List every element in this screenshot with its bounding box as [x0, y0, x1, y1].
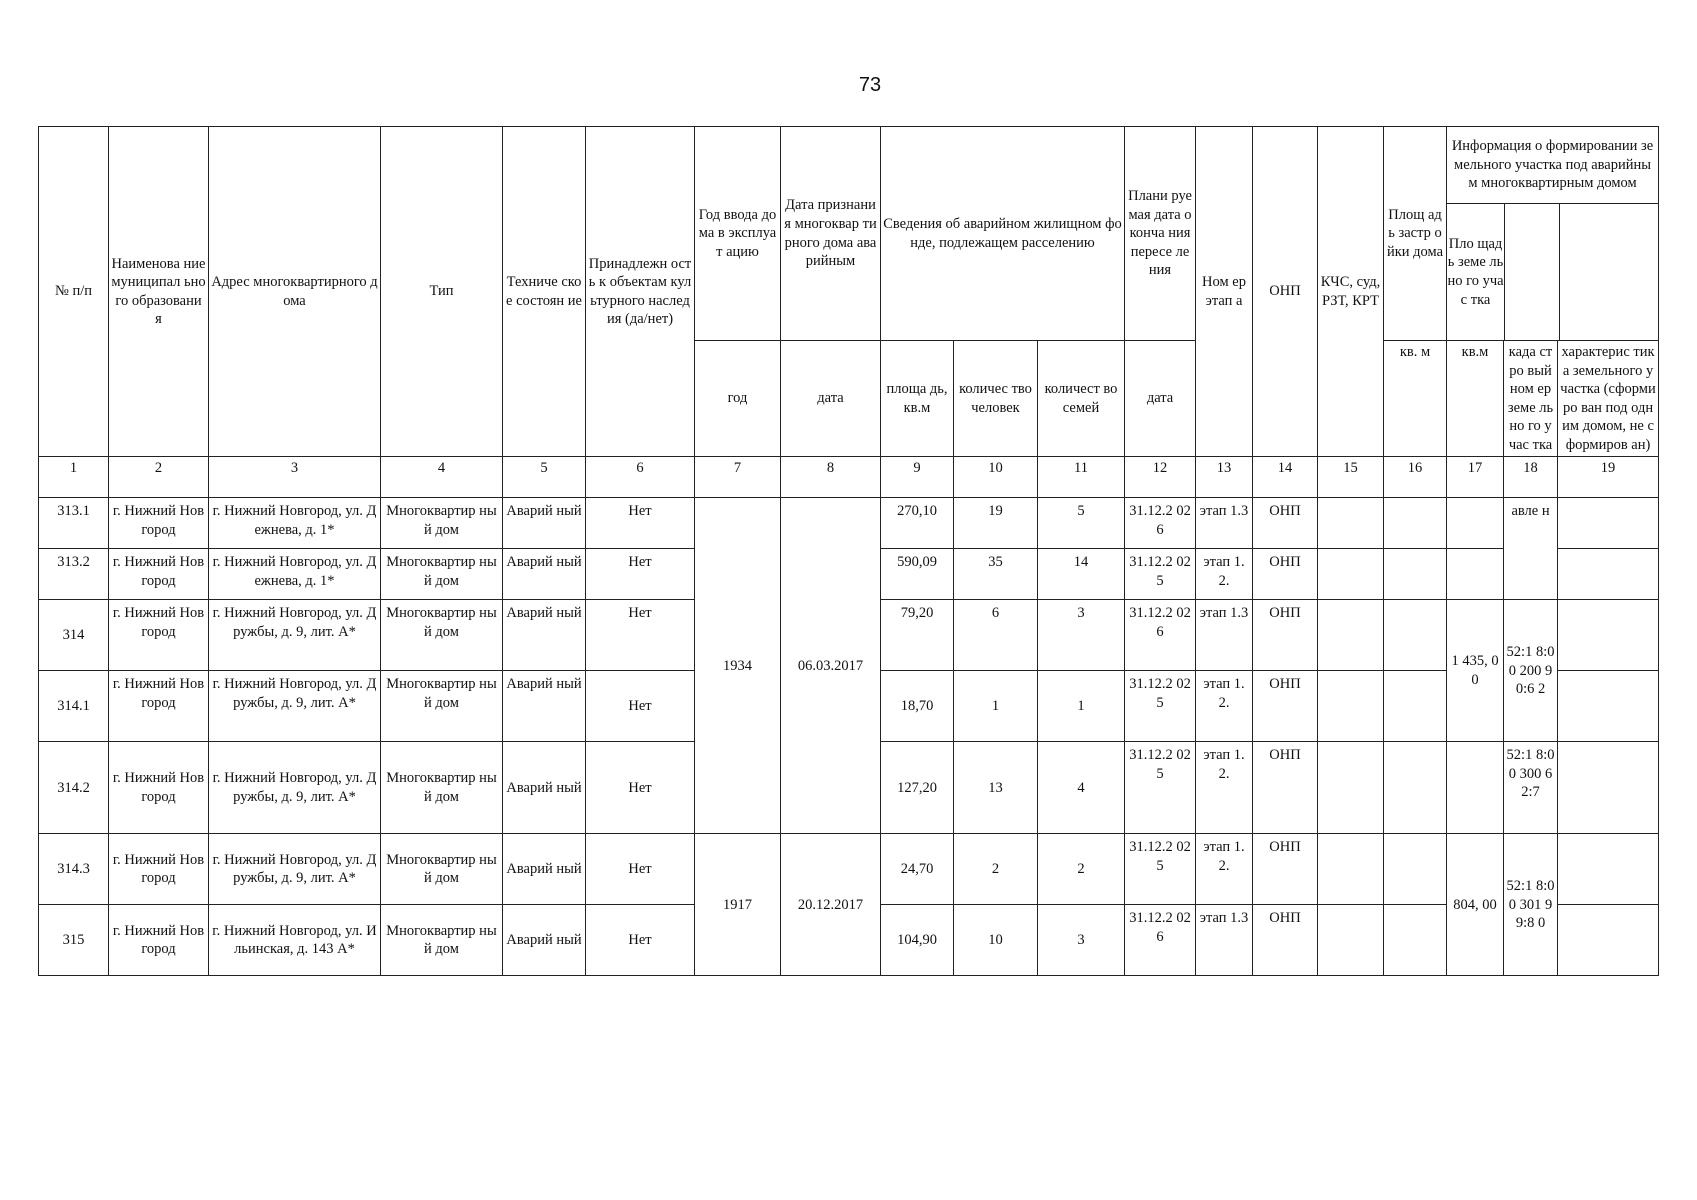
- row-onp: ОНП: [1253, 742, 1318, 834]
- subheader-area: площа дь, кв.м: [881, 341, 954, 457]
- column-number: 14: [1253, 457, 1318, 498]
- header-onp: ОНП: [1253, 127, 1318, 457]
- row-heritage: Нет: [586, 742, 695, 834]
- row-people: 2: [954, 834, 1038, 905]
- merged-cadastral-3: 52:1 8:00 301 99:8 0: [1504, 834, 1558, 976]
- row-built-area: [1384, 498, 1447, 549]
- row-land-char: [1558, 834, 1659, 905]
- row-area: 18,70: [881, 671, 954, 742]
- subheader-families: количест во семей: [1038, 341, 1125, 457]
- column-number: 1: [39, 457, 109, 498]
- row-planned-date: 31.12.2 026: [1125, 600, 1196, 671]
- row-onp: ОНП: [1253, 498, 1318, 549]
- row-built-area: [1384, 671, 1447, 742]
- row-municipality: г. Нижний Новгород: [109, 834, 209, 905]
- emergency-housing-table: [38, 126, 1659, 976]
- column-number: 10: [954, 457, 1038, 498]
- row-heritage: Нет: [586, 549, 695, 600]
- column-number: 13: [1196, 457, 1253, 498]
- row-families: 4: [1038, 742, 1125, 834]
- row-planned-date: 31.12.2 026: [1125, 905, 1196, 976]
- row-planned-date: 31.12.2 025: [1125, 549, 1196, 600]
- header-recognition-date: Дата признания многоквар тирного дома аварийным: [781, 127, 881, 341]
- row-families: 1: [1038, 671, 1125, 742]
- header-type: Тип: [381, 127, 503, 457]
- row-families: 14: [1038, 549, 1125, 600]
- row-number: 313.2: [39, 549, 109, 600]
- row-land-char: [1558, 742, 1659, 834]
- header-kchs: КЧС, суд, РЗТ, КРТ: [1318, 127, 1384, 457]
- row-type: Многоквартир ный дом: [381, 905, 503, 976]
- row-state: Аварий ный: [503, 905, 586, 976]
- row-heritage: Нет: [586, 905, 695, 976]
- header-stage-number: Ном ер этап а: [1196, 127, 1253, 457]
- column-number: 11: [1038, 457, 1125, 498]
- row-planned-date: 31.12.2 025: [1125, 671, 1196, 742]
- row-state: Аварий ный: [503, 498, 586, 549]
- row-planned-date: 31.12.2 025: [1125, 742, 1196, 834]
- row-stage: этап 1.3: [1196, 498, 1253, 549]
- row-built-area: [1384, 600, 1447, 671]
- table-row: [39, 498, 1659, 549]
- row-address: г. Нижний Новгород, ул. Дежнева, д. 1*: [209, 498, 381, 549]
- header-built-area: Площ адь застр ойки дома: [1384, 127, 1447, 341]
- header-cadastral: [1505, 204, 1560, 340]
- row-families: 5: [1038, 498, 1125, 549]
- row-area: 79,20: [881, 600, 954, 671]
- row-address: г. Нижний Новгород, ул. Дружбы, д. 9, лит. А*: [209, 600, 381, 671]
- column-number: 4: [381, 457, 503, 498]
- header-emergency-info: Сведения об аварийном жилищном фонде, подлежащем расселению: [881, 127, 1125, 341]
- row-people: 10: [954, 905, 1038, 976]
- row-stage: этап 1.3: [1196, 600, 1253, 671]
- column-number: 6: [586, 457, 695, 498]
- header-land-char-top: [1560, 204, 1658, 340]
- row-families: 2: [1038, 834, 1125, 905]
- column-number: 16: [1384, 457, 1447, 498]
- header-heritage: Принадлежн ость к объектам культурного наследия (да/нет): [586, 127, 695, 457]
- row-land-char: [1558, 549, 1659, 600]
- row-area: 24,70: [881, 834, 954, 905]
- row-state: Аварий ный: [503, 834, 586, 905]
- row-onp: ОНП: [1253, 549, 1318, 600]
- row-number: 315: [39, 905, 109, 976]
- row-onp: ОНП: [1253, 834, 1318, 905]
- merged-date-1934: 06.03.2017: [781, 498, 881, 834]
- row-kchs: [1318, 549, 1384, 600]
- row-land-char: [1558, 600, 1659, 671]
- merged-year-1917: 1917: [695, 834, 781, 976]
- row-municipality: г. Нижний Новгород: [109, 549, 209, 600]
- row-state: Аварий ный: [503, 671, 586, 742]
- row-people: 35: [954, 549, 1038, 600]
- merged-cadastral-2: 52:1 8:00 300 62:7: [1504, 742, 1558, 834]
- row-type: Многоквартир ный дом: [381, 498, 503, 549]
- row-stage: этап 1.2.: [1196, 742, 1253, 834]
- row-onp: ОНП: [1253, 600, 1318, 671]
- row-address: [209, 549, 381, 600]
- row-people: 19: [954, 498, 1038, 549]
- row-built-area: [1384, 905, 1447, 976]
- row-type: Многоквартир ный дом: [381, 671, 503, 742]
- column-number: 5: [503, 457, 586, 498]
- unit-land-area: кв.м: [1447, 341, 1504, 457]
- row-land-area: [1447, 498, 1504, 549]
- row-kchs: [1318, 498, 1384, 549]
- header-municipality: Наименова ние муниципал ьного образовани я: [109, 127, 209, 457]
- header-land-area: Пло щадь земе льно го учас тка: [1447, 204, 1505, 340]
- column-number: 3: [209, 457, 381, 498]
- row-families: 3: [1038, 905, 1125, 976]
- merged-land-area-1: 1 435, 00: [1447, 600, 1504, 742]
- row-municipality: г. Нижний Новгород: [109, 600, 209, 671]
- header-land-info-group: [1447, 127, 1659, 341]
- row-heritage: Нет: [586, 600, 695, 671]
- header-tech-state: Техниче ское состоян ие: [503, 127, 586, 457]
- row-onp: ОНП: [1253, 905, 1318, 976]
- subheader-planned-date: дата: [1125, 341, 1196, 457]
- column-number: 15: [1318, 457, 1384, 498]
- row-kchs: [1318, 671, 1384, 742]
- table-row: [39, 834, 1659, 905]
- column-number: 19: [1558, 457, 1659, 498]
- row-planned-date: 31.12.2 026: [1125, 498, 1196, 549]
- row-families: 3: [1038, 600, 1125, 671]
- row-people: 6: [954, 600, 1038, 671]
- subheader-date: дата: [781, 341, 881, 457]
- row-municipality: г. Нижний Новгород: [109, 498, 209, 549]
- column-number: 8: [781, 457, 881, 498]
- row-address: г. Нижний Новгород, ул. Дружбы, д. 9, лит. А*: [209, 834, 381, 905]
- row-type: Многоквартир ный дом: [381, 742, 503, 834]
- row-state: Аварий ный: [503, 600, 586, 671]
- row-state: Аварий ный: [503, 742, 586, 834]
- row-built-area: [1384, 834, 1447, 905]
- row-planned-date: 31.12.2 025: [1125, 834, 1196, 905]
- merged-land-area-2: 804, 00: [1447, 834, 1504, 976]
- header-planned-date: Плани руемая дата оконча ния пересе ления: [1125, 127, 1196, 341]
- column-number: 18: [1504, 457, 1558, 498]
- column-number-row: [39, 457, 1659, 498]
- row-address: г. Нижний Новгород, ул. Дружбы, д. 9, лит. А*: [209, 742, 381, 834]
- row-municipality: г. Нижний Новгород: [109, 671, 209, 742]
- address-street: ул. Дежнева, д. 1*: [254, 554, 377, 589]
- row-land-area: [1447, 742, 1504, 834]
- row-kchs: [1318, 600, 1384, 671]
- address-prefix: г. Нижний Новгород,: [212, 554, 342, 571]
- row-number: 314.1: [39, 671, 109, 742]
- unit-built-area: кв. м: [1384, 341, 1447, 457]
- column-number: 7: [695, 457, 781, 498]
- row-stage: этап 1.2.: [1196, 834, 1253, 905]
- row-type: Многоквартир ный дом: [381, 600, 503, 671]
- header-num: № п/п: [39, 127, 109, 457]
- row-land-char: [1558, 905, 1659, 976]
- row-area: 590,09: [881, 549, 954, 600]
- header-cadastral-full: када стро вый ном ер земе льно го учас тка: [1504, 341, 1558, 457]
- page-number: 73: [858, 74, 882, 96]
- row-area: 104,90: [881, 905, 954, 976]
- row-land-char: [1558, 498, 1659, 549]
- row-number: 314.2: [39, 742, 109, 834]
- column-number: 9: [881, 457, 954, 498]
- row-kchs: [1318, 742, 1384, 834]
- column-number: 2: [109, 457, 209, 498]
- merged-cadastral-1: 52:1 8:00 200 90:6 2: [1504, 600, 1558, 742]
- row-heritage: Нет: [586, 671, 695, 742]
- row-state: Аварий ный: [503, 549, 586, 600]
- merged-year-1934: 1934: [695, 498, 781, 834]
- row-people: 13: [954, 742, 1038, 834]
- header-address: Адрес многоквартирного дома: [209, 127, 381, 457]
- row-land-area: [1447, 549, 1504, 600]
- row-kchs: [1318, 834, 1384, 905]
- row-land-char: [1558, 671, 1659, 742]
- row-area: 127,20: [881, 742, 954, 834]
- row-stage: этап 1.2.: [1196, 671, 1253, 742]
- row-number: 314.3: [39, 834, 109, 905]
- merged-date-1917: 20.12.2017: [781, 834, 881, 976]
- row-onp: ОНП: [1253, 671, 1318, 742]
- row-cadastral-top: авле н: [1504, 498, 1558, 600]
- row-municipality: г. Нижний Новгород: [109, 905, 209, 976]
- row-heritage: Нет: [586, 498, 695, 549]
- header-land-char: характерис тика земельного участка (сформиро ван под одним домом, не сформиров ан): [1558, 341, 1659, 457]
- row-built-area: [1384, 549, 1447, 600]
- subheader-year: год: [695, 341, 781, 457]
- row-type: Многоквартир ный дом: [381, 549, 503, 600]
- row-type: Многоквартир ный дом: [381, 834, 503, 905]
- row-address: г. Нижний Новгород, ул. Дружбы, д. 9, лит. А*: [209, 671, 381, 742]
- row-heritage: Нет: [586, 834, 695, 905]
- column-number: 12: [1125, 457, 1196, 498]
- row-number: 313.1: [39, 498, 109, 549]
- row-address: г. Нижний Новгород, ул. Ильинская, д. 143 А*: [209, 905, 381, 976]
- row-municipality: г. Нижний Новгород: [109, 742, 209, 834]
- row-number: 314: [39, 600, 109, 671]
- header-land-info: Информация о формировании земельного участка под аварийным многоквартирным домом: [1447, 127, 1658, 204]
- row-area: 270,10: [881, 498, 954, 549]
- header-year-built: Год ввода дома в эксплуат ацию: [695, 127, 781, 341]
- row-people: 1: [954, 671, 1038, 742]
- column-number: 17: [1447, 457, 1504, 498]
- row-stage: этап 1.2.: [1196, 549, 1253, 600]
- subheader-people: количес тво человек: [954, 341, 1038, 457]
- row-kchs: [1318, 905, 1384, 976]
- row-stage: этап 1.3: [1196, 905, 1253, 976]
- row-built-area: [1384, 742, 1447, 834]
